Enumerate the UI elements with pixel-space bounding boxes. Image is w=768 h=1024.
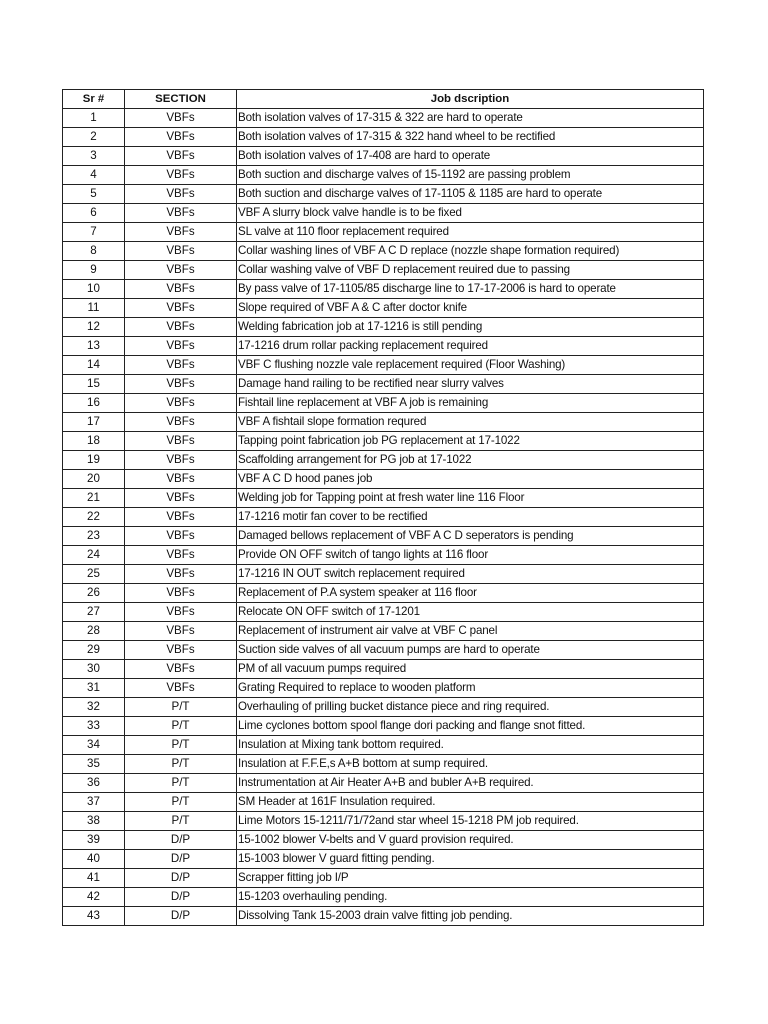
sr-cell: 42 — [63, 888, 125, 907]
sr-cell: 24 — [63, 546, 125, 565]
sr-cell: 33 — [63, 717, 125, 736]
table-row — [63, 299, 704, 318]
section-cell: VBFs — [125, 147, 237, 166]
description-cell: Grating Required to replace to wooden platform — [237, 679, 704, 698]
section-cell: P/T — [125, 736, 237, 755]
header-section: SECTION — [125, 90, 237, 109]
description-cell: 15-1002 blower V-belts and V guard provision required. — [237, 831, 704, 850]
section-cell: VBFs — [125, 318, 237, 337]
description-cell: Welding job for Tapping point at fresh water line 116 Floor — [237, 489, 704, 508]
sr-cell: 39 — [63, 831, 125, 850]
table-row — [63, 907, 704, 926]
sr-cell: 13 — [63, 337, 125, 356]
description-cell: Insulation at F.F.E,s A+B bottom at sump required. — [237, 755, 704, 774]
description-cell: Insulation at Mixing tank bottom required. — [237, 736, 704, 755]
section-cell: D/P — [125, 888, 237, 907]
section-cell: D/P — [125, 869, 237, 888]
section-cell: VBFs — [125, 166, 237, 185]
description-cell: SM Header at 161F Insulation required. — [237, 793, 704, 812]
description-cell: 17-1216 IN OUT switch replacement required — [237, 565, 704, 584]
description-cell: Lime cyclones bottom spool flange dori packing and flange snot fitted. — [237, 717, 704, 736]
section-cell: VBFs — [125, 432, 237, 451]
sr-cell: 29 — [63, 641, 125, 660]
description-cell: 17-1216 motir fan cover to be rectified — [237, 508, 704, 527]
table-row — [63, 698, 704, 717]
job-table — [62, 89, 704, 926]
sr-cell: 43 — [63, 907, 125, 926]
sr-cell: 9 — [63, 261, 125, 280]
sr-cell: 11 — [63, 299, 125, 318]
sr-cell: 36 — [63, 774, 125, 793]
table-row — [63, 527, 704, 546]
section-cell: VBFs — [125, 603, 237, 622]
sr-cell: 20 — [63, 470, 125, 489]
description-cell: Both isolation valves of 17-408 are hard to operate — [237, 147, 704, 166]
table-row — [63, 755, 704, 774]
header-sr: Sr # — [63, 90, 125, 109]
table-row — [63, 109, 704, 128]
section-cell: VBFs — [125, 527, 237, 546]
table-row — [63, 489, 704, 508]
table-row — [63, 166, 704, 185]
sr-cell: 32 — [63, 698, 125, 717]
sr-cell: 10 — [63, 280, 125, 299]
table-row — [63, 337, 704, 356]
table-row — [63, 850, 704, 869]
description-cell: SL valve at 110 floor replacement required — [237, 223, 704, 242]
table-row — [63, 641, 704, 660]
sr-cell: 3 — [63, 147, 125, 166]
section-cell: VBFs — [125, 223, 237, 242]
description-cell: Both isolation valves of 17-315 & 322 are hard to operate — [237, 109, 704, 128]
sr-cell: 16 — [63, 394, 125, 413]
description-cell: Replacement of instrument air valve at VBF C panel — [237, 622, 704, 641]
description-cell: Suction side valves of all vacuum pumps are hard to operate — [237, 641, 704, 660]
section-cell: VBFs — [125, 451, 237, 470]
section-cell: VBFs — [125, 489, 237, 508]
description-cell: VBF C flushing nozzle vale replacement required (Floor Washing) — [237, 356, 704, 375]
description-cell: 15-1203 overhauling pending. — [237, 888, 704, 907]
sr-cell: 14 — [63, 356, 125, 375]
table-row — [63, 660, 704, 679]
header-description: Job dscription — [237, 90, 704, 109]
section-cell: P/T — [125, 717, 237, 736]
sr-cell: 8 — [63, 242, 125, 261]
table-row — [63, 717, 704, 736]
section-cell: VBFs — [125, 261, 237, 280]
table-row — [63, 546, 704, 565]
sr-cell: 17 — [63, 413, 125, 432]
section-cell: P/T — [125, 774, 237, 793]
sr-cell: 21 — [63, 489, 125, 508]
description-cell: Both suction and discharge valves of 17-1105 & 1185 are hard to operate — [237, 185, 704, 204]
table-row — [63, 280, 704, 299]
table-row — [63, 261, 704, 280]
section-cell: VBFs — [125, 299, 237, 318]
table-row — [63, 774, 704, 793]
sr-cell: 27 — [63, 603, 125, 622]
description-cell: Dissolving Tank 15-2003 drain valve fitting job pending. — [237, 907, 704, 926]
section-cell: VBFs — [125, 660, 237, 679]
description-cell: VBF A C D hood panes job — [237, 470, 704, 489]
sr-cell: 23 — [63, 527, 125, 546]
table-row — [63, 831, 704, 850]
table-row — [63, 451, 704, 470]
description-cell: Replacement of P.A system speaker at 116 floor — [237, 584, 704, 603]
sr-cell: 26 — [63, 584, 125, 603]
table-row — [63, 413, 704, 432]
section-cell: D/P — [125, 831, 237, 850]
sr-cell: 15 — [63, 375, 125, 394]
sr-cell: 38 — [63, 812, 125, 831]
description-cell: Collar washing lines of VBF A C D replace (nozzle shape formation required) — [237, 242, 704, 261]
description-cell: Tapping point fabrication job PG replacement at 17-1022 — [237, 432, 704, 451]
section-cell: VBFs — [125, 546, 237, 565]
table-row — [63, 869, 704, 888]
sr-cell: 40 — [63, 850, 125, 869]
section-cell: VBFs — [125, 337, 237, 356]
table-row — [63, 242, 704, 261]
sr-cell: 28 — [63, 622, 125, 641]
section-cell: VBFs — [125, 584, 237, 603]
table-body — [63, 109, 704, 926]
section-cell: VBFs — [125, 185, 237, 204]
section-cell: VBFs — [125, 413, 237, 432]
section-cell: P/T — [125, 698, 237, 717]
description-cell: Lime Motors 15-1211/71/72and star wheel 15-1218 PM job required. — [237, 812, 704, 831]
table-row — [63, 223, 704, 242]
section-cell: VBFs — [125, 508, 237, 527]
sr-cell: 2 — [63, 128, 125, 147]
table-row — [63, 888, 704, 907]
table-row — [63, 394, 704, 413]
section-cell: VBFs — [125, 356, 237, 375]
section-cell: VBFs — [125, 375, 237, 394]
description-cell: Scaffolding arrangement for PG job at 17-1022 — [237, 451, 704, 470]
table-row — [63, 470, 704, 489]
sr-cell: 5 — [63, 185, 125, 204]
table-row — [63, 318, 704, 337]
section-cell: VBFs — [125, 128, 237, 147]
description-cell: Welding fabrication job at 17-1216 is still pending — [237, 318, 704, 337]
table-row — [63, 736, 704, 755]
sr-cell: 6 — [63, 204, 125, 223]
table-row — [63, 432, 704, 451]
sr-cell: 4 — [63, 166, 125, 185]
section-cell: VBFs — [125, 679, 237, 698]
description-cell: By pass valve of 17-1105/85 discharge line to 17-17-2006 is hard to operate — [237, 280, 704, 299]
sr-cell: 35 — [63, 755, 125, 774]
table-row — [63, 622, 704, 641]
table-row — [63, 356, 704, 375]
table-row — [63, 584, 704, 603]
sr-cell: 25 — [63, 565, 125, 584]
header-row — [63, 90, 704, 109]
table-row — [63, 147, 704, 166]
sr-cell: 31 — [63, 679, 125, 698]
section-cell: VBFs — [125, 204, 237, 223]
description-cell: VBF A fishtail slope formation requred — [237, 413, 704, 432]
section-cell: P/T — [125, 793, 237, 812]
description-cell: VBF A slurry block valve handle is to be fixed — [237, 204, 704, 223]
sr-cell: 1 — [63, 109, 125, 128]
table-row — [63, 204, 704, 223]
sr-cell: 7 — [63, 223, 125, 242]
sr-cell: 37 — [63, 793, 125, 812]
description-cell: 15-1003 blower V guard fitting pending. — [237, 850, 704, 869]
section-cell: D/P — [125, 850, 237, 869]
section-cell: VBFs — [125, 641, 237, 660]
section-cell: VBFs — [125, 280, 237, 299]
table-header — [63, 90, 704, 109]
sr-cell: 30 — [63, 660, 125, 679]
table-row — [63, 565, 704, 584]
section-cell: P/T — [125, 755, 237, 774]
section-cell: P/T — [125, 812, 237, 831]
sr-cell: 22 — [63, 508, 125, 527]
section-cell: VBFs — [125, 242, 237, 261]
description-cell: Scrapper fitting job I/P — [237, 869, 704, 888]
sr-cell: 34 — [63, 736, 125, 755]
description-cell: Collar washing valve of VBF D replacement reuired due to passing — [237, 261, 704, 280]
section-cell: VBFs — [125, 394, 237, 413]
description-cell: Instrumentation at Air Heater A+B and bubler A+B required. — [237, 774, 704, 793]
table-row — [63, 793, 704, 812]
description-cell: Damage hand railing to be rectified near slurry valves — [237, 375, 704, 394]
description-cell: PM of all vacuum pumps required — [237, 660, 704, 679]
description-cell: Both suction and discharge valves of 15-1192 are passing problem — [237, 166, 704, 185]
description-cell: Relocate ON OFF switch of 17-1201 — [237, 603, 704, 622]
section-cell: VBFs — [125, 565, 237, 584]
table-row — [63, 679, 704, 698]
description-cell: Slope required of VBF A & C after doctor knife — [237, 299, 704, 318]
table-row — [63, 375, 704, 394]
section-cell: VBFs — [125, 470, 237, 489]
section-cell: VBFs — [125, 622, 237, 641]
table-row — [63, 128, 704, 147]
description-cell: Provide ON OFF switch of tango lights at 116 floor — [237, 546, 704, 565]
sr-cell: 19 — [63, 451, 125, 470]
table-row — [63, 603, 704, 622]
description-cell: Fishtail line replacement at VBF A job is remaining — [237, 394, 704, 413]
table-row — [63, 812, 704, 831]
section-cell: D/P — [125, 907, 237, 926]
table-row — [63, 185, 704, 204]
description-cell: Both isolation valves of 17-315 & 322 hand wheel to be rectified — [237, 128, 704, 147]
sr-cell: 12 — [63, 318, 125, 337]
description-cell: Damaged bellows replacement of VBF A C D seperators is pending — [237, 527, 704, 546]
table-row — [63, 508, 704, 527]
description-cell: Overhauling of prilling bucket distance piece and ring required. — [237, 698, 704, 717]
sr-cell: 18 — [63, 432, 125, 451]
section-cell: VBFs — [125, 109, 237, 128]
description-cell: 17-1216 drum rollar packing replacement required — [237, 337, 704, 356]
sr-cell: 41 — [63, 869, 125, 888]
